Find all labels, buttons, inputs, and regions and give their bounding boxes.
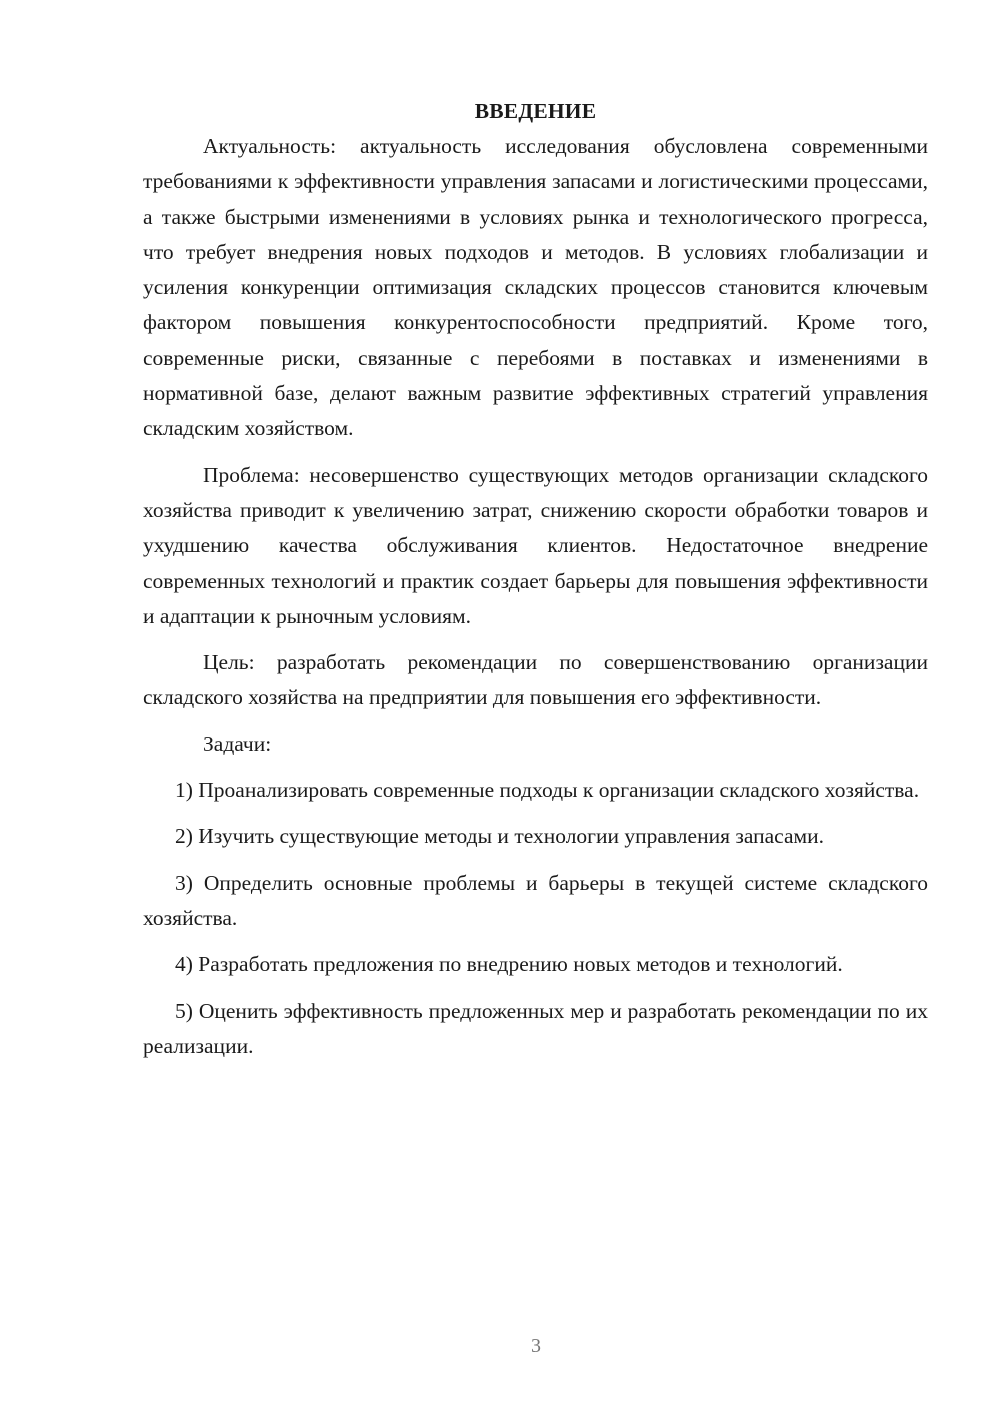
- relevance-paragraph: Актуальность: актуальность исследования обусловлена современными требованиями к эффективности управления запасами и логистическими процессами, а также быстрыми изменениями в условиях рынка и технологического прогресса, что требует внедрения новых подходов и методов. В условиях глобализации и усиления конкуренции оптимизация складских процессов становится ключевым фактором повышения конкурентоспособности предприятий. Кроме того, современные риски, связанные с перебоями в поставках и изменениями в нормативной базе, делают важным развитие эффективных стратегий управления складским хозяйством.: [143, 134, 928, 441]
- page-content: [143, 94, 928, 1064]
- goal-paragraph: Цель: разработать рекомендации по совершенствованию организации складского хозяйства на предприятии для повышения его эффективности.: [143, 650, 928, 710]
- page-number: 3: [531, 1335, 541, 1357]
- section-title: ВВЕДЕНИЕ: [474, 99, 597, 123]
- task-item-5: 5) Оценить эффективность предложенных мер и разработать рекомендации по их реализации.: [143, 998, 928, 1058]
- task-item-4: 4) Разработать предложения по внедрению новых методов и технологий.: [175, 952, 843, 977]
- task-item-2: 2) Изучить существующие методы и технологии управления запасами.: [175, 824, 824, 849]
- tasks-heading: Задачи:: [203, 731, 272, 756]
- task-item-3: 3) Определить основные проблемы и барьеры в текущей системе складского хозяйства.: [143, 870, 928, 930]
- task-item-1: 1) Проанализировать современные подходы к организации складского хозяйства.: [175, 778, 920, 803]
- problem-paragraph: Проблема: несовершенство существующих методов организации складского хозяйства приводит к увеличению затрат, снижению скорости обработки товаров и ухудшению качества обслуживания клиентов. Недостаточное внедрение современных технологий и практик создает барьеры для повышения эффективности и адаптации к рыночным условиям.: [143, 462, 928, 628]
